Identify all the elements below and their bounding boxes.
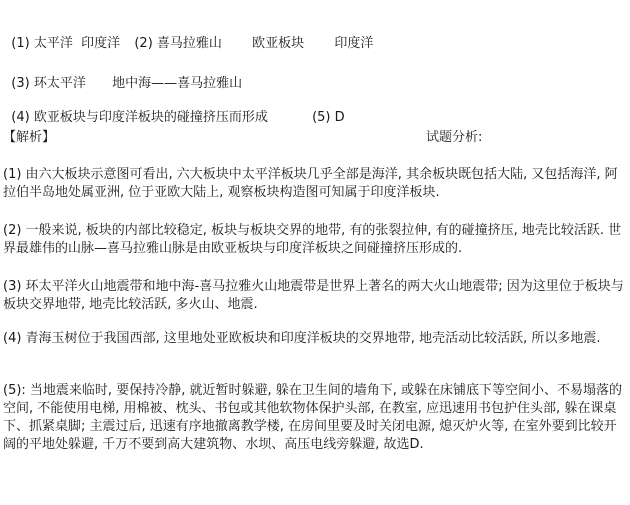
answer-2-plate: 欧亚板块 [248, 36, 309, 51]
answer-row-3 [3, 94, 345, 126]
answer-4-text: (4) 欧亚板块与印度洋板块的碰撞挤压而形成 [11, 110, 272, 125]
analysis-paragraph-1: (1) 由六大板块示意图可看出, 六大板块中太平洋板块几乎全部是海洋, 其余板块既包括大陆, 又包括海洋, 阿拉伯半岛地处属亚洲, 位于亚欧大陆上, 观察板块构造图可知属于印度洋板块. [3, 167, 618, 200]
answer-2-text: (2) 喜马拉雅山 [130, 36, 227, 51]
answer-5-text: (5) D [307, 110, 345, 125]
answer-3-belt: 地中海——喜马拉雅山 [107, 76, 243, 91]
answer-3-text: (3) 环太平洋 [11, 76, 90, 91]
analysis-paragraph-4: (4) 青海玉树位于我国西部, 这里地处亚欧板块和印度洋板块的交界地带, 地壳活动比较活跃, 所以多地震. [3, 331, 601, 346]
analysis-header: 【解析】 [3, 130, 56, 145]
analysis-paragraph-3: (3) 环太平洋火山地震带和地中海-喜马拉雅火山地震带是世界上著名的两大火山地震带; 因为这里位于板块与板块交界地带, 地壳比较活跃, 多火山、地震. [3, 279, 624, 312]
answer-row-1 [3, 20, 373, 52]
answer-2-ocean: 印度洋 [330, 36, 374, 51]
analysis-paragraph-2: (2) 一般来说, 板块的内部比较稳定, 板块与板块交界的地带, 有的张裂拉伸, 有的碰撞挤压, 地壳比较活跃. 世界最雄伟的山脉—喜马拉雅山脉是由欧亚板块与印度洋板块之间碰撞挤压形成的. [3, 223, 622, 256]
analysis-subheader: 试题分析: [426, 130, 483, 145]
answer-row-2 [3, 60, 242, 92]
answer-1-text: (1) 太平洋 印度洋 [11, 36, 125, 51]
analysis-paragraph-5: (5): 当地震来临时, 要保持冷静, 就近暂时躲避, 躲在卫生间的墙角下, 或躲在床铺底下等空间小、不易塌落的空间, 不能使用电梯, 用棉被、枕头、书包或其他软物体保护头部, 在教室, 应迅速用书包护住头部, 躲在课桌下、抓紧桌脚; 主震过后, 迅速有序地撤离教学楼, 在房间里要及时关闭电源, 熄灭炉火等, 在室外要到比较开阔的平地处躲避, 千万不要到高大建筑物、水坝、高压电线旁躲避, 故选D. [3, 383, 622, 452]
